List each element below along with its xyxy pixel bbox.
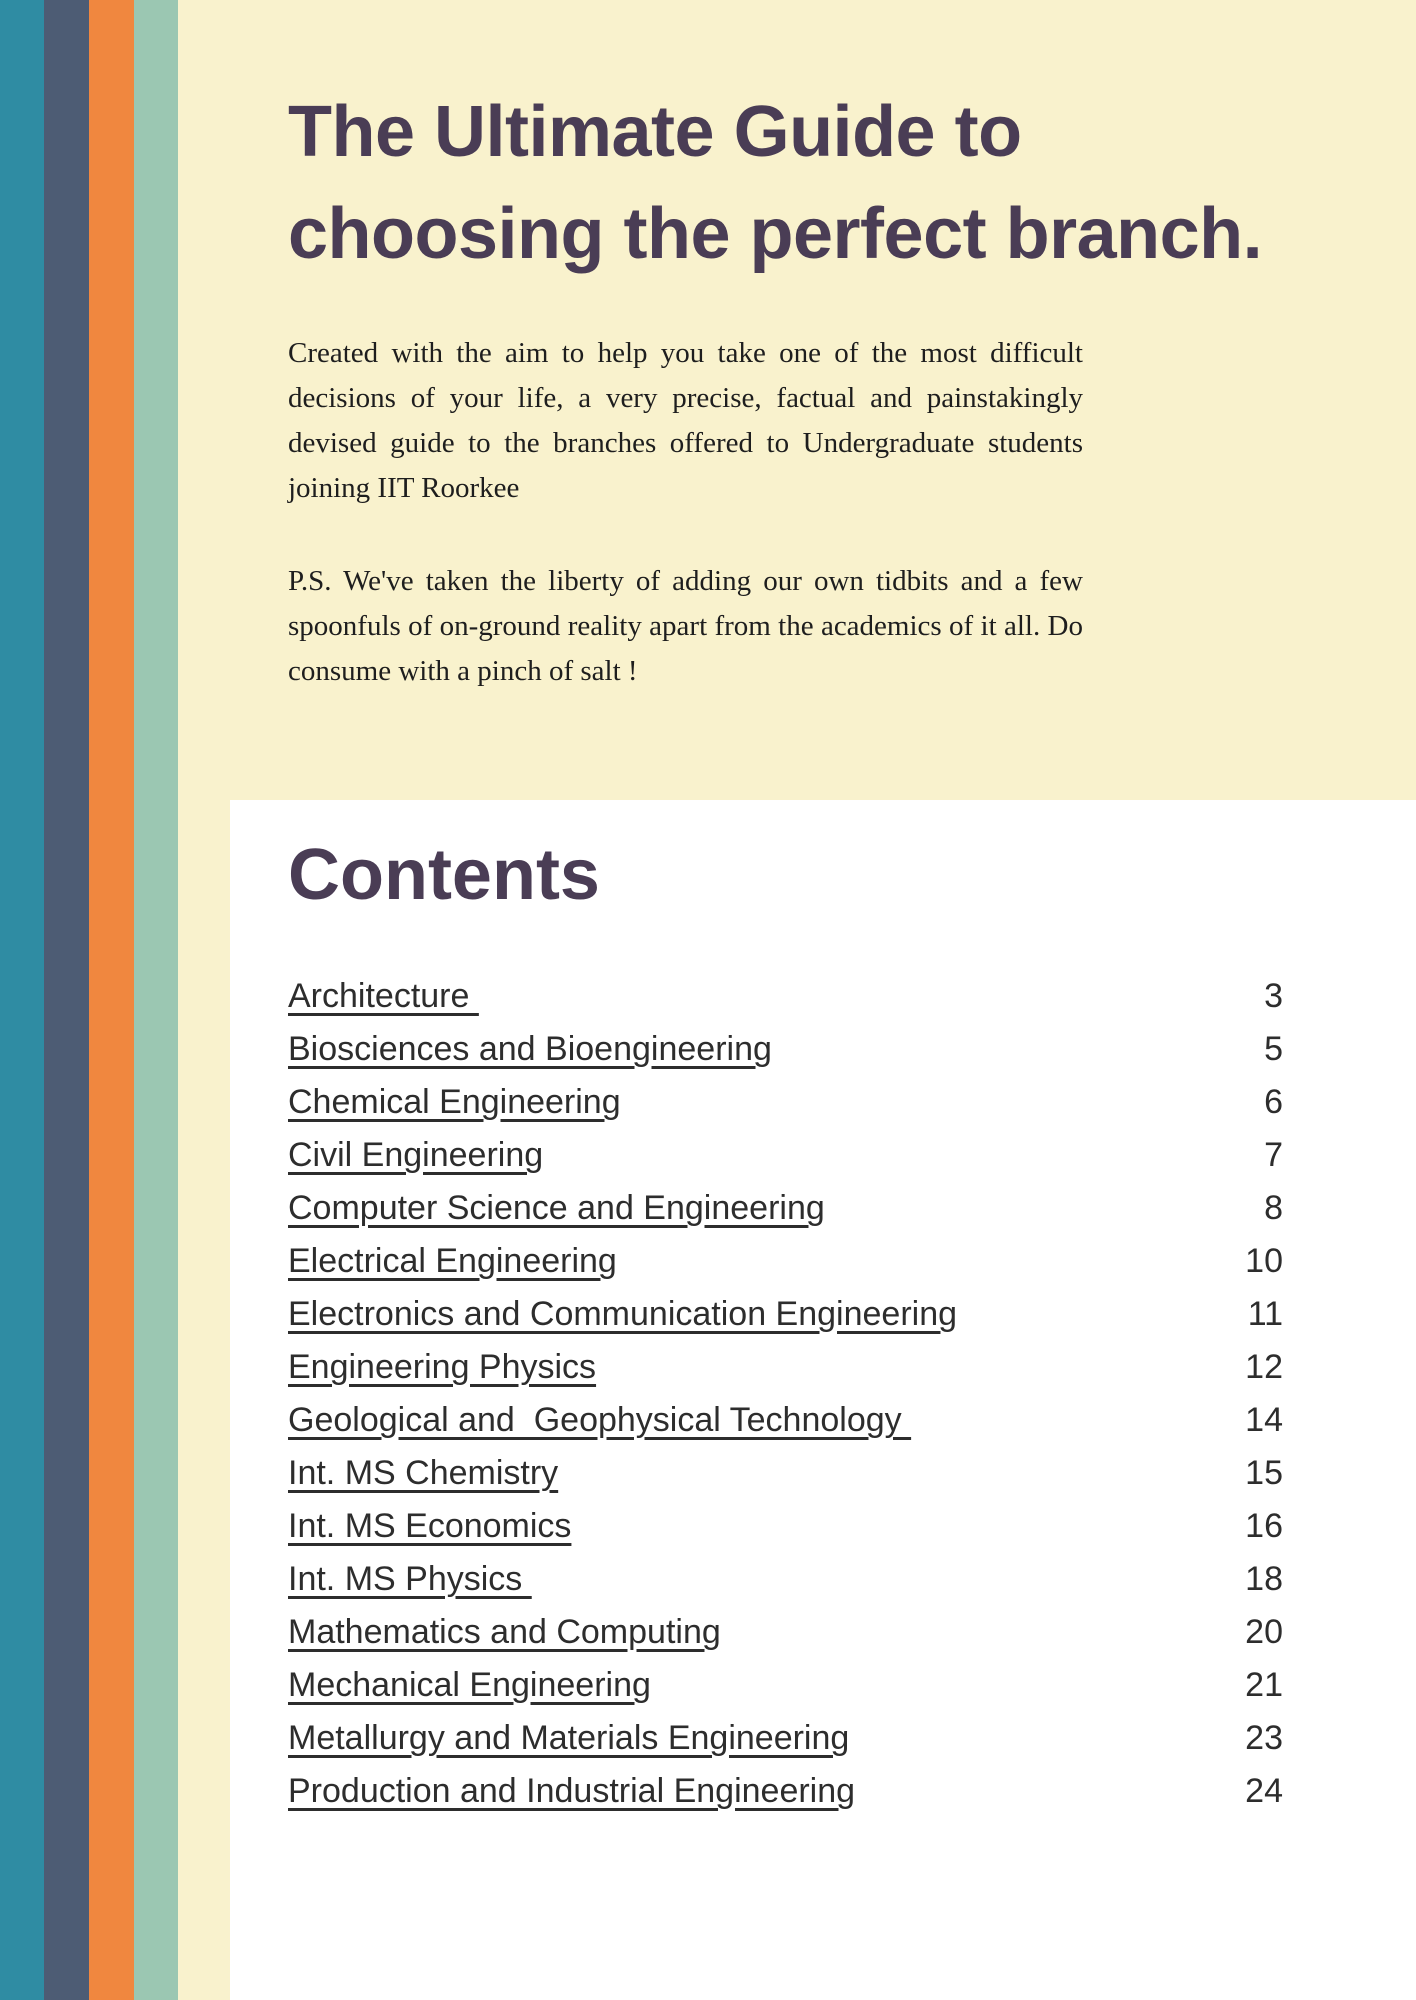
stripe-teal (0, 0, 44, 2000)
toc-link[interactable]: Engineering Physics (288, 1348, 597, 1386)
stripe-orange (89, 0, 134, 2000)
toc-link[interactable]: Civil Engineering (288, 1136, 544, 1174)
toc-row (288, 970, 1283, 1023)
toc-row (288, 1076, 1283, 1129)
toc-page-number: 6 (1264, 1083, 1283, 1121)
toc-page-number: 7 (1264, 1136, 1283, 1174)
ps-paragraph: P.S. We've taken the liberty of adding our own tidbits and a few spoonfuls of on-ground reality apart from the academics of it all. Do consume with a pinch of salt ! (288, 565, 1083, 687)
toc-row (288, 1500, 1283, 1553)
page-title-line2: choosing the perfect branch. (288, 194, 1263, 274)
toc-row (288, 1341, 1283, 1394)
toc-row (288, 1447, 1283, 1500)
page-title-line1: The Ultimate Guide to (288, 92, 1022, 172)
contents-heading: Contents (288, 835, 600, 915)
toc-page-number: 5 (1264, 1030, 1283, 1068)
toc-link[interactable]: Int. MS Chemistry (288, 1454, 559, 1492)
toc-page-number: 24 (1245, 1772, 1283, 1810)
intro-paragraph: Created with the aim to help you take one of the most difficult decisions of your life, a very precise, factual and painstakingly devised guide to the branches offered to Undergraduate students joining IIT Roorkee (288, 337, 1083, 504)
toc-page-number: 12 (1245, 1348, 1283, 1386)
toc-row (288, 1606, 1283, 1659)
toc-link[interactable]: Computer Science and Engineering (288, 1189, 825, 1227)
toc-link[interactable]: Metallurgy and Materials Engineering (288, 1719, 850, 1757)
toc-page-number: 11 (1247, 1295, 1283, 1333)
contents-list (288, 970, 1283, 1818)
toc-link[interactable]: Biosciences and Bioengineering (288, 1030, 772, 1068)
toc-page-number: 20 (1245, 1613, 1283, 1651)
toc-page-number: 8 (1264, 1189, 1283, 1227)
stripe-sage (134, 0, 178, 2000)
toc-link[interactable]: Mathematics and Computing (288, 1613, 721, 1651)
page-title (288, 81, 1262, 285)
toc-row (288, 1129, 1283, 1182)
toc-link[interactable]: Electrical Engineering (288, 1242, 617, 1280)
toc-page-number: 16 (1245, 1507, 1283, 1545)
toc-link[interactable]: Mechanical Engineering (288, 1666, 651, 1704)
toc-link[interactable]: Chemical Engineering (288, 1083, 621, 1121)
toc-page-number: 21 (1245, 1666, 1283, 1704)
toc-row (288, 1394, 1283, 1447)
toc-page-number: 18 (1245, 1560, 1283, 1598)
toc-page-number: 15 (1245, 1454, 1283, 1492)
toc-link[interactable]: Production and Industrial Engineering (288, 1772, 856, 1810)
toc-link[interactable]: Geological and Geophysical Technology (288, 1401, 912, 1439)
toc-row (288, 1288, 1283, 1341)
toc-link[interactable]: Int. MS Economics (288, 1507, 572, 1545)
toc-row (288, 1553, 1283, 1606)
toc-link[interactable]: Electronics and Communication Engineering (288, 1295, 958, 1333)
toc-link[interactable]: Architecture (288, 977, 479, 1015)
toc-row (288, 1235, 1283, 1288)
stripe-slate (44, 0, 89, 2000)
toc-page-number: 3 (1264, 977, 1283, 1015)
toc-row (288, 1765, 1283, 1818)
toc-link[interactable]: Int. MS Physics (288, 1560, 532, 1598)
toc-row (288, 1659, 1283, 1712)
toc-row (288, 1712, 1283, 1765)
toc-page-number: 14 (1245, 1401, 1283, 1439)
toc-page-number: 23 (1245, 1719, 1283, 1757)
toc-row (288, 1182, 1283, 1235)
toc-page-number: 10 (1245, 1242, 1283, 1280)
toc-row (288, 1023, 1283, 1076)
